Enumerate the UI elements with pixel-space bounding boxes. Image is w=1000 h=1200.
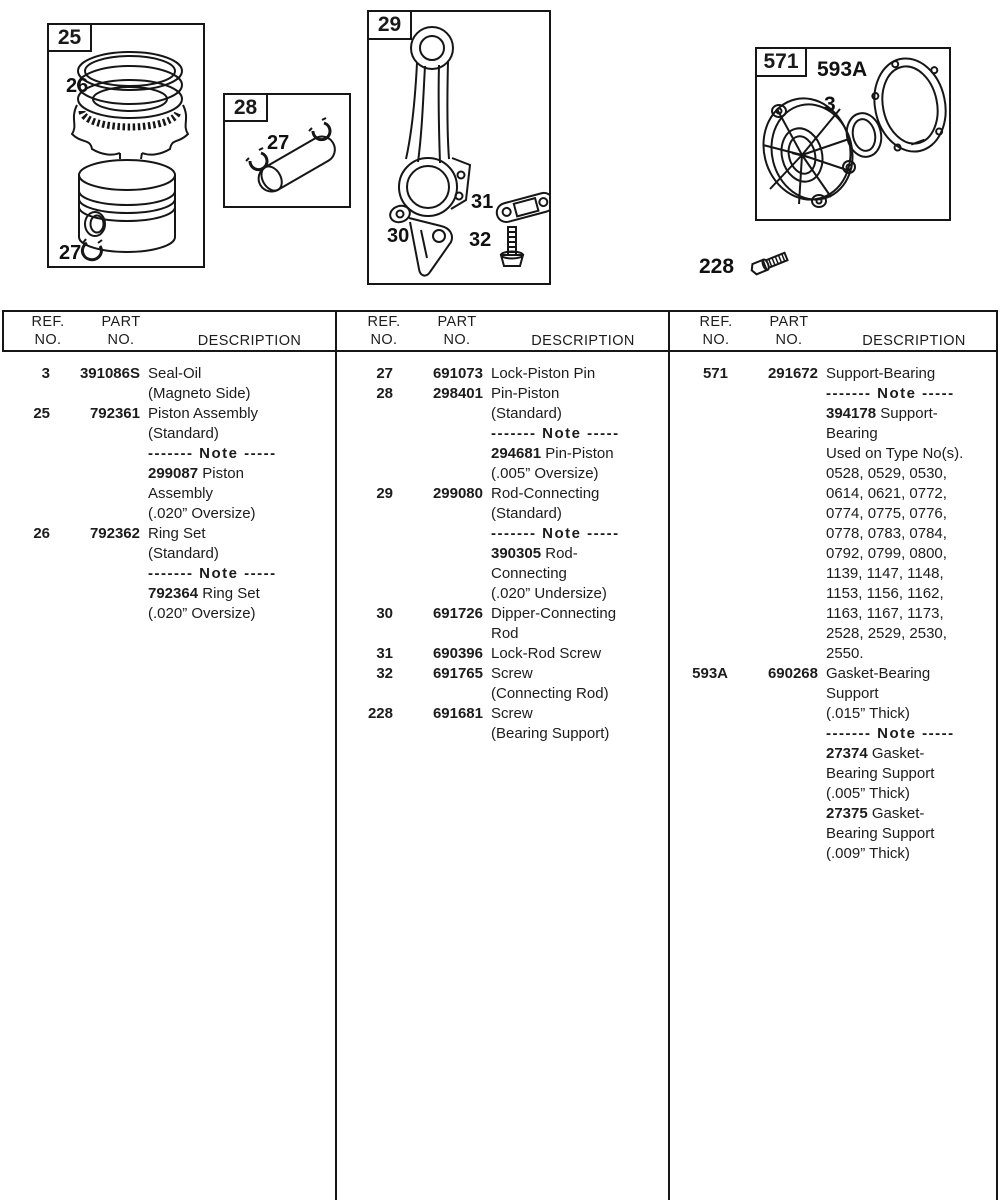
part-no-header: PART NO. bbox=[769, 314, 809, 348]
part-no-cell: 291672 bbox=[767, 365, 818, 382]
description-cell bbox=[826, 364, 994, 664]
description-line bbox=[148, 504, 333, 524]
ref-no-cell: 3 bbox=[41, 365, 50, 382]
description-cell bbox=[491, 364, 666, 384]
description-cell bbox=[148, 364, 333, 404]
description-line bbox=[826, 824, 994, 844]
description-line bbox=[148, 444, 333, 464]
description-text: Piston Assembly bbox=[148, 405, 259, 422]
part-no-cell: 792361 bbox=[89, 405, 140, 422]
description-line bbox=[491, 724, 666, 744]
description-line bbox=[491, 604, 666, 624]
table-top-rule bbox=[2, 310, 998, 312]
description-text: Used on Type No(s). bbox=[826, 445, 964, 462]
description-line bbox=[826, 764, 994, 784]
description-line bbox=[148, 424, 333, 444]
description-text: (Bearing Support) bbox=[491, 725, 610, 742]
ref-no-cell: 228 bbox=[367, 705, 393, 722]
parts-entry bbox=[345, 644, 666, 664]
description-text: 2528, 2529, 2530, bbox=[826, 625, 947, 642]
part-no-cell: 690268 bbox=[767, 665, 818, 682]
ref-no-cell: 31 bbox=[376, 645, 393, 662]
description-text: 394178 bbox=[826, 405, 877, 422]
callout-gasket: 593A bbox=[817, 58, 868, 81]
bearing-screw-drawing bbox=[749, 246, 793, 278]
description-text: Ring Set bbox=[198, 585, 260, 602]
description-text: 1163, 1167, 1173, bbox=[826, 605, 944, 622]
description-text: Rod bbox=[491, 625, 519, 642]
piston-pin-figure bbox=[223, 93, 351, 208]
description-line bbox=[826, 464, 994, 484]
description-line bbox=[148, 384, 333, 404]
figure-number: 25 bbox=[57, 25, 82, 49]
note-separator: ------- Note ----- bbox=[491, 425, 620, 442]
description-line bbox=[148, 604, 333, 624]
description-line bbox=[826, 544, 994, 564]
description-text: (.015” Thick) bbox=[826, 705, 910, 722]
bearing-support-figure bbox=[755, 47, 951, 221]
description-line bbox=[826, 604, 994, 624]
parts-column-1 bbox=[2, 364, 333, 624]
description-text: 1153, 1156, 1162, bbox=[826, 585, 944, 602]
description-text: (.020” Undersize) bbox=[491, 585, 607, 602]
description-text: Screw bbox=[491, 705, 533, 722]
description-text: 0614, 0621, 0772, bbox=[826, 485, 947, 502]
description-text: Seal-Oil bbox=[148, 365, 202, 382]
description-line bbox=[491, 704, 666, 724]
description-cell bbox=[148, 404, 333, 524]
description-text: Gasket- bbox=[867, 745, 925, 762]
description-line bbox=[148, 584, 333, 604]
description-line bbox=[826, 444, 994, 464]
ring-set-drawing bbox=[72, 52, 188, 159]
figure-label-29 bbox=[367, 10, 412, 40]
description-line bbox=[826, 664, 994, 684]
pin-lock-clip-icon bbox=[246, 148, 267, 170]
part-no-cell: 691073 bbox=[432, 365, 483, 382]
description-line bbox=[826, 744, 994, 764]
piston-assembly-drawing bbox=[49, 25, 203, 266]
description-text: Rod- bbox=[541, 545, 578, 562]
description-text: Bearing bbox=[826, 425, 878, 442]
description-text: Screw bbox=[491, 665, 533, 682]
parts-entry bbox=[2, 524, 333, 624]
description-text: (Connecting Rod) bbox=[491, 685, 609, 702]
description-text: (.009” Thick) bbox=[826, 845, 910, 862]
part-no-cell: 691726 bbox=[432, 605, 483, 622]
ref-no-cell: 32 bbox=[376, 665, 393, 682]
table-header-col2 bbox=[360, 313, 660, 351]
description-text: 0792, 0799, 0800, bbox=[826, 545, 947, 562]
description-text: 299087 bbox=[148, 465, 199, 482]
parts-entry bbox=[2, 364, 333, 404]
description-text: (.020” Oversize) bbox=[148, 605, 256, 622]
description-line bbox=[491, 384, 666, 404]
description-text: (.005” Oversize) bbox=[491, 465, 599, 482]
description-line bbox=[148, 524, 333, 544]
description-line bbox=[826, 684, 994, 704]
support-casting-drawing bbox=[757, 89, 862, 209]
description-line bbox=[148, 404, 333, 424]
description-line bbox=[826, 644, 994, 664]
description-text: Assembly bbox=[148, 485, 214, 502]
description-text: (Magneto Side) bbox=[148, 385, 251, 402]
parts-entry bbox=[680, 364, 994, 664]
description-text: (Standard) bbox=[491, 505, 562, 522]
description-line bbox=[491, 644, 666, 664]
description-line bbox=[826, 724, 994, 744]
description-line bbox=[148, 364, 333, 384]
table-header-col3 bbox=[692, 313, 990, 351]
part-no-cell: 691765 bbox=[432, 665, 483, 682]
ref-no-header: REF. NO. bbox=[699, 314, 733, 348]
description-text: Gasket- bbox=[867, 805, 925, 822]
description-text: 294681 bbox=[491, 445, 542, 462]
description-line bbox=[826, 424, 994, 444]
description-text: 0774, 0775, 0776, bbox=[826, 505, 947, 522]
description-line bbox=[491, 564, 666, 584]
description-text: Dipper-Connecting bbox=[491, 605, 617, 622]
description-text: 0528, 0529, 0530, bbox=[826, 465, 947, 482]
piston-assembly-figure bbox=[47, 23, 205, 268]
description-cell bbox=[491, 484, 666, 604]
callout-rod-screw: 32 bbox=[469, 229, 492, 251]
description-line bbox=[826, 584, 994, 604]
description-text: 27375 bbox=[826, 805, 868, 822]
parts-entry bbox=[680, 664, 994, 864]
table-header-col1 bbox=[24, 313, 329, 351]
description-line bbox=[491, 404, 666, 424]
callout-ring-set: 26 bbox=[66, 75, 89, 97]
description-text: 1139, 1147, 1148, bbox=[826, 565, 944, 582]
description-text: Lock-Rod Screw bbox=[491, 645, 602, 662]
description-cell bbox=[826, 664, 994, 864]
parts-entry bbox=[345, 704, 666, 744]
callout-lock-plate: 31 bbox=[471, 191, 494, 213]
piston-drawing bbox=[79, 160, 175, 252]
ref-no-cell: 30 bbox=[376, 605, 393, 622]
ref-no-cell: 28 bbox=[376, 385, 393, 402]
description-line bbox=[148, 564, 333, 584]
ref-no-cell: 27 bbox=[376, 365, 393, 382]
description-cell bbox=[491, 604, 666, 644]
description-line bbox=[826, 624, 994, 644]
description-line bbox=[826, 564, 994, 584]
description-line bbox=[491, 584, 666, 604]
description-line bbox=[491, 524, 666, 544]
description-line bbox=[491, 464, 666, 484]
parts-column-3 bbox=[680, 364, 994, 864]
description-text: 0778, 0783, 0784, bbox=[826, 525, 947, 542]
parts-entry bbox=[345, 664, 666, 704]
figure-label-25 bbox=[47, 23, 92, 52]
figure-label-28 bbox=[223, 93, 268, 122]
header-left-border bbox=[2, 310, 4, 352]
description-text: 27374 bbox=[826, 745, 868, 762]
description-text: (.005” Thick) bbox=[826, 785, 910, 802]
description-text: (Standard) bbox=[148, 425, 219, 442]
ref-no-header: REF. NO. bbox=[367, 314, 401, 348]
figure-label-571 bbox=[755, 47, 807, 77]
description-text: Support- bbox=[876, 405, 938, 422]
note-separator: ------- Note ----- bbox=[491, 525, 620, 542]
description-line bbox=[491, 444, 666, 464]
column-divider-2 bbox=[668, 310, 670, 1200]
description-header: DESCRIPTION bbox=[531, 333, 635, 349]
description-text: Rod-Connecting bbox=[491, 485, 600, 502]
description-header: DESCRIPTION bbox=[197, 333, 302, 349]
description-text: (Standard) bbox=[491, 405, 562, 422]
ref-no-cell: 593A bbox=[692, 665, 728, 682]
description-line bbox=[826, 484, 994, 504]
description-text: (Standard) bbox=[148, 545, 219, 562]
part-no-cell: 691681 bbox=[432, 705, 483, 722]
ref-no-cell: 29 bbox=[376, 485, 393, 502]
description-line bbox=[826, 804, 994, 824]
part-no-cell: 299080 bbox=[432, 485, 483, 502]
description-line bbox=[491, 504, 666, 524]
description-line bbox=[826, 364, 994, 384]
note-separator: ------- Note ----- bbox=[148, 445, 277, 462]
description-cell bbox=[148, 524, 333, 624]
figure-number: 28 bbox=[233, 95, 258, 119]
description-line bbox=[826, 404, 994, 424]
part-no-header: PART NO. bbox=[101, 314, 141, 348]
description-line bbox=[148, 544, 333, 564]
parts-entry bbox=[345, 604, 666, 644]
ref-no-cell: 25 bbox=[33, 405, 50, 422]
parts-entry bbox=[345, 364, 666, 384]
description-line bbox=[491, 664, 666, 684]
description-text: Bearing Support bbox=[826, 825, 935, 842]
parts-entry bbox=[345, 484, 666, 604]
description-text: 390305 bbox=[491, 545, 542, 562]
description-text: 2550. bbox=[826, 645, 864, 662]
parts-entry bbox=[2, 404, 333, 524]
description-line bbox=[491, 364, 666, 384]
gasket-drawing bbox=[866, 52, 949, 158]
description-text: Gasket-Bearing bbox=[826, 665, 931, 682]
note-separator: ------- Note ----- bbox=[826, 385, 955, 402]
callout-oil-seal: 3 bbox=[824, 93, 836, 116]
description-line bbox=[826, 504, 994, 524]
description-line bbox=[491, 484, 666, 504]
description-text: Ring Set bbox=[148, 525, 206, 542]
description-text: Piston bbox=[198, 465, 244, 482]
part-no-cell: 298401 bbox=[432, 385, 483, 402]
callout-lock-ring: 27 bbox=[59, 242, 82, 264]
description-line bbox=[491, 684, 666, 704]
part-no-cell: 792362 bbox=[89, 525, 140, 542]
description-line bbox=[491, 544, 666, 564]
rod-lock-plate-drawing bbox=[495, 191, 549, 224]
description-text: Pin-Piston bbox=[491, 385, 560, 402]
description-line bbox=[148, 484, 333, 504]
ref-no-header: REF. NO. bbox=[31, 314, 65, 348]
ref-no-cell: 26 bbox=[33, 525, 50, 542]
parts-entry bbox=[345, 384, 666, 484]
description-text: Bearing Support bbox=[826, 765, 935, 782]
description-line bbox=[826, 524, 994, 544]
connecting-rod-figure bbox=[367, 10, 551, 285]
rod-screw-drawing bbox=[501, 227, 523, 266]
part-no-cell: 690396 bbox=[432, 645, 483, 662]
description-text: Connecting bbox=[491, 565, 567, 582]
column-divider-1 bbox=[335, 310, 337, 1200]
description-text: Lock-Piston Pin bbox=[491, 365, 596, 382]
ref-no-cell: 571 bbox=[702, 365, 728, 382]
callout-dipper: 30 bbox=[387, 225, 410, 247]
description-cell bbox=[491, 664, 666, 704]
table-right-border bbox=[996, 310, 998, 1200]
description-text: Support bbox=[826, 685, 879, 702]
description-line bbox=[826, 704, 994, 724]
rod-drawing bbox=[399, 27, 470, 216]
note-separator: ------- Note ----- bbox=[826, 725, 955, 742]
figure-number: 29 bbox=[377, 13, 402, 36]
description-cell bbox=[491, 644, 666, 664]
description-line bbox=[148, 464, 333, 484]
description-text: Support-Bearing bbox=[826, 365, 936, 382]
callout-pin-locks: 27 bbox=[267, 132, 290, 154]
description-cell bbox=[491, 704, 666, 744]
description-line bbox=[826, 844, 994, 864]
description-cell bbox=[491, 384, 666, 484]
description-line bbox=[491, 424, 666, 444]
description-text: Pin-Piston bbox=[541, 445, 614, 462]
description-text: (.020” Oversize) bbox=[148, 505, 256, 522]
figure-number: 571 bbox=[763, 50, 799, 73]
description-header: DESCRIPTION bbox=[862, 333, 966, 349]
description-text: 792364 bbox=[148, 585, 199, 602]
note-separator: ------- Note ----- bbox=[148, 565, 277, 582]
description-line bbox=[826, 384, 994, 404]
parts-column-2 bbox=[345, 364, 666, 744]
callout-bearing-screw: 228 bbox=[699, 255, 735, 278]
description-line bbox=[491, 624, 666, 644]
description-line bbox=[826, 784, 994, 804]
part-no-header: PART NO. bbox=[437, 314, 477, 348]
part-no-cell: 391086S bbox=[79, 365, 140, 382]
